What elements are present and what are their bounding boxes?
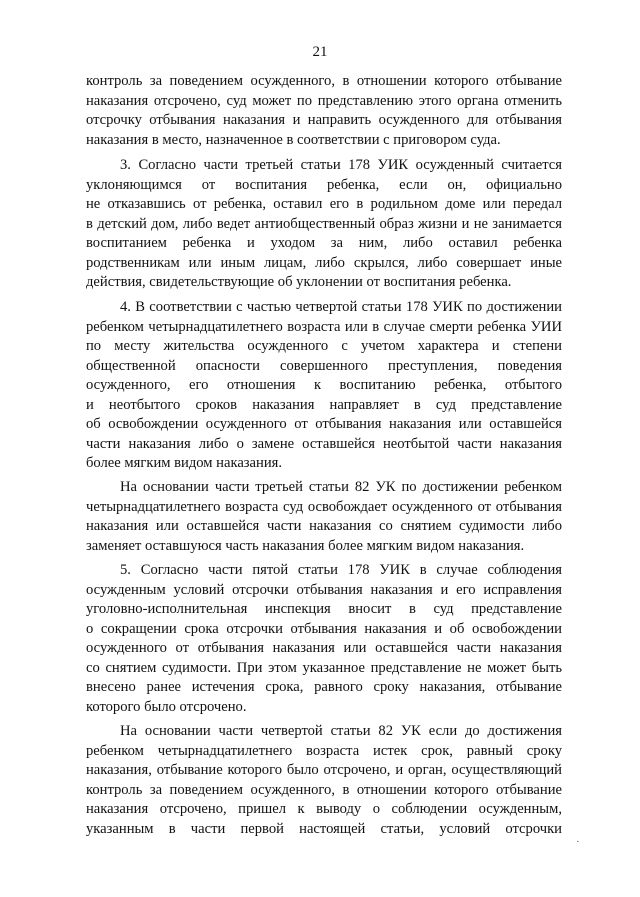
text-line: наказания отсрочено, пришел к выводу о соблюдении осужденным, (86, 801, 562, 817)
text-line: отсрочку отбывания наказания и направить осужденного для отбывания (86, 112, 562, 128)
text-line: части наказания либо о замене оставшейся неотбытой части наказания (86, 435, 562, 452)
text-line: внесено ранее истечения срока, равного сроку наказания, отбывание (86, 679, 562, 695)
text-line: которого было отсрочено. (86, 698, 247, 715)
text-line: 4. В соответствии с частью четвертой статьи 178 УИК по достижении (120, 299, 562, 315)
text-line: осужденным условий отсрочки отбывания наказания и его исправления (86, 581, 562, 598)
text-line: ребенком четырнадцатилетнего возраста или в случае смерти ребенка УИИ (86, 318, 562, 335)
text-line: уклоняющимся от воспитания ребенка, если он, официально (86, 176, 562, 193)
text-line: родственникам или иным лицам, либо скрылся, либо совершает иные (86, 254, 562, 271)
scan-artifact: · (576, 836, 580, 848)
text-line: На основании части третьей статьи 82 УК по достижении ребенком (120, 479, 562, 495)
text-line: общественной опасности совершенного преступления, поведения (86, 357, 562, 374)
text-line: воспитанием ребенка и уходом за ним, либо оставил ребенка (86, 235, 562, 251)
text-line: по месту жительства осужденного с учетом характера и степени (86, 338, 562, 354)
page-number: 21 (312, 44, 328, 60)
text-line: наказания или оставшейся части наказания со снятием судимости либо (86, 518, 562, 534)
text-line: указанным в части первой настоящей статьи, условий отсрочки (86, 820, 562, 837)
text-line: 3. Согласно части третьей статьи 178 УИК осужденный считается (120, 157, 562, 173)
text-line: осужденного от отбывания наказания или оставшейся части наказания (86, 640, 562, 656)
text-line: об освобождении осужденного от отбывания наказания или оставшейся (86, 416, 562, 432)
text-line: уголовно-исполнительная инспекция вносит в суд представление (86, 601, 562, 617)
text-line: в детский дом, либо ведет антиобщественный образ жизни и не занимается (86, 215, 562, 232)
text-line: четырнадцатилетнего возраста суд освобождает осужденного от отбывания (86, 498, 562, 515)
text-line: со снятием судимости. При этом указанное представление не может быть (86, 659, 562, 676)
text-line: осужденного, его отношения к воспитанию ребенка, отбытого (86, 377, 562, 393)
text-line: контроль за поведением осужденного, в отношении которого отбывание (86, 781, 562, 798)
text-line: о сокращении срока отсрочки отбывания наказания и об освобождении (86, 620, 562, 637)
text-line: более мягким видом наказания. (86, 455, 283, 471)
text-line: наказания, отбывание которого было отсрочено, и орган, осуществляющий (86, 762, 562, 778)
text-line: действия, свидетельствующие об уклонении от воспитания ребенка. (86, 274, 512, 290)
text-line: заменяет оставшуюся часть наказания более мягким видом наказания. (86, 537, 525, 554)
text-line: ребенком четырнадцатилетнего возраста истек срок, равный сроку (86, 742, 562, 759)
text-line: На основании части четвертой статьи 82 УК если до достижения (120, 723, 562, 739)
text-line: и неотбытого сроков наказания направляет в суд представление (86, 396, 562, 413)
text-line: наказания в место, назначенное в соответствии с приговором суда. (86, 131, 501, 148)
text-line: контроль за поведением осужденного, в отношении которого отбывание (86, 73, 562, 89)
text-line: не отказавшись от ребенка, оставил его в родильном доме или передал (86, 196, 562, 212)
text-line: наказания отсрочено, суд может по представлению этого органа отменить (86, 92, 562, 109)
text-line: 5. Согласно части пятой статьи 178 УИК в случае соблюдения (120, 562, 562, 578)
